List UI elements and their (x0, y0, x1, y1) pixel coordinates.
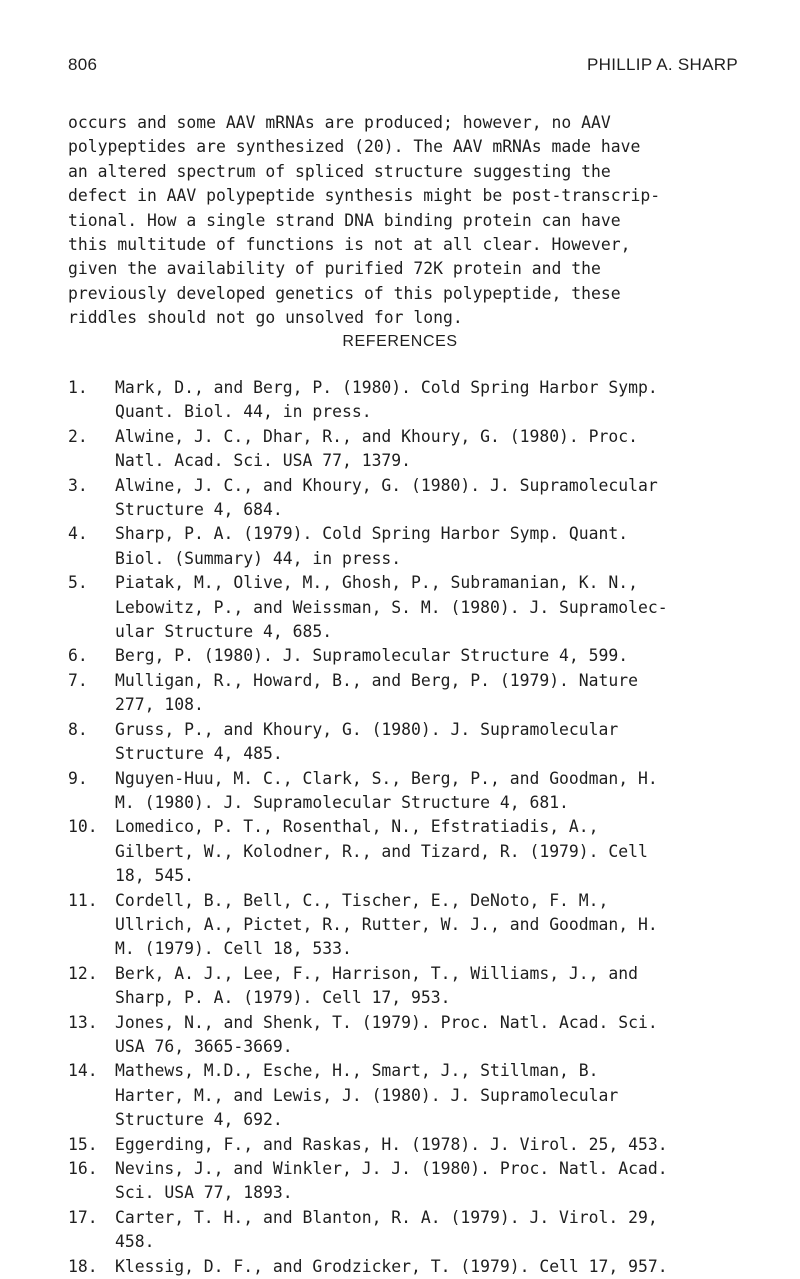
reference-item (68, 1157, 758, 1206)
reference-line: Structure 4, 692. (115, 1110, 283, 1130)
body-line: defect in AAV polypeptide synthesis might be post-transcrip- (68, 186, 661, 206)
page-header (68, 55, 738, 79)
reference-number: 17. (68, 1207, 98, 1227)
body-paragraph (68, 111, 740, 331)
reference-number: 13. (68, 1012, 98, 1032)
reference-line: Alwine, J. C., Dhar, R., and Khoury, G. (1980). Proc. (115, 426, 639, 446)
reference-line: Eggerding, F., and Raskas, H. (1978). J. Virol. 25, 453. (115, 1134, 668, 1154)
reference-line: USA 76, 3665-3669. (115, 1036, 293, 1056)
body-line: given the availability of purified 72K protein and the (68, 259, 601, 279)
reference-item (68, 1133, 758, 1157)
reference-line: Piatak, M., Olive, M., Ghosh, P., Subramanian, K. N., (115, 573, 639, 593)
reference-number: 18. (68, 1256, 98, 1276)
reference-number: 14. (68, 1061, 98, 1081)
reference-item (68, 1255, 758, 1279)
reference-item (68, 376, 758, 425)
reference-line: Berg, P. (1980). J. Supramolecular Structure 4, 599. (115, 646, 629, 666)
reference-line: Structure 4, 485. (115, 744, 283, 764)
reference-line: Alwine, J. C., and Khoury, G. (1980). J. Supramolecular (115, 475, 658, 495)
references-heading: REFERENCES (342, 333, 458, 350)
reference-line: Quant. Biol. 44, in press. (115, 402, 372, 422)
references-list (68, 376, 758, 1279)
reference-item (68, 571, 758, 644)
body-line: an altered spectrum of spliced structure suggesting the (68, 161, 611, 181)
reference-line: Berk, A. J., Lee, F., Harrison, T., Williams, J., and (115, 963, 639, 983)
reference-line: Lebowitz, P., and Weissman, S. M. (1980). J. Supramolec- (115, 597, 668, 617)
reference-line: Structure 4, 684. (115, 500, 283, 520)
reference-number: 5. (68, 573, 88, 593)
reference-item (68, 815, 758, 888)
reference-number: 8. (68, 719, 88, 739)
reference-number: 1. (68, 378, 88, 397)
reference-number: 16. (68, 1159, 98, 1178)
reference-line: 458. (115, 1232, 155, 1252)
reference-number: 11. (68, 890, 98, 910)
reference-line: Cordell, B., Bell, C., Tischer, E., DeNoto, F. M., (115, 890, 609, 910)
reference-number: 15. (68, 1134, 98, 1154)
reference-line: Lomedico, P. T., Rosenthal, N., Efstratiadis, A., (115, 817, 599, 837)
reference-item (68, 425, 758, 474)
reference-number: 7. (68, 670, 88, 690)
reference-number: 12. (68, 963, 98, 983)
reference-item (68, 767, 758, 816)
reference-line: Mark, D., and Berg, P. (1980). Cold Spring Harbor Symp. (115, 378, 658, 397)
reference-line: Gilbert, W., Kolodner, R., and Tizard, R. (1979). Cell (115, 841, 648, 861)
reference-item (68, 522, 758, 571)
reference-line: Jones, N., and Shenk, T. (1979). Proc. Natl. Acad. Sci. (115, 1012, 658, 1032)
reference-line: Harter, M., and Lewis, J. (1980). J. Supramolecular (115, 1085, 619, 1105)
reference-line: Sci. USA 77, 1893. (115, 1183, 293, 1203)
reference-number: 6. (68, 646, 88, 666)
running-title: PHILLIP A. SHARP (587, 55, 738, 74)
reference-item (68, 889, 758, 962)
reference-item (68, 474, 758, 523)
reference-item (68, 669, 758, 718)
reference-line: Nguyen-Huu, M. C., Clark, S., Berg, P., and Goodman, H. (115, 768, 658, 788)
reference-item (68, 1206, 758, 1255)
reference-item (68, 1059, 758, 1132)
reference-line: M. (1980). J. Supramolecular Structure 4, 681. (115, 792, 569, 812)
reference-line: Klessig, D. F., and Grodzicker, T. (1979). Cell 17, 957. (115, 1256, 668, 1276)
reference-item (68, 644, 758, 668)
reference-item (68, 962, 758, 1011)
reference-line: Natl. Acad. Sci. USA 77, 1379. (115, 451, 412, 471)
reference-number: 10. (68, 817, 98, 837)
body-line: tional. How a single strand DNA binding protein can have (68, 210, 621, 230)
body-line: this multitude of functions is not at all clear. However, (68, 235, 631, 255)
reference-line: 277, 108. (115, 695, 204, 715)
reference-line: M. (1979). Cell 18, 533. (115, 939, 352, 959)
page-number: 806 (68, 55, 98, 74)
body-line: occurs and some AAV mRNAs are produced; however, no AAV (68, 113, 611, 132)
reference-line: Sharp, P. A. (1979). Cold Spring Harbor Symp. Quant. (115, 524, 629, 544)
reference-line: 18, 545. (115, 866, 194, 886)
reference-number: 3. (68, 475, 88, 495)
body-line: polypeptides are synthesized (20). The AAV mRNAs made have (68, 137, 641, 157)
reference-line: Gruss, P., and Khoury, G. (1980). J. Supramolecular (115, 719, 619, 739)
reference-number: 2. (68, 426, 88, 446)
reference-number: 4. (68, 524, 88, 544)
reference-line: ular Structure 4, 685. (115, 622, 333, 642)
reference-line: Biol. (Summary) 44, in press. (115, 548, 402, 568)
reference-number: 9. (68, 768, 88, 788)
reference-line: Carter, T. H., and Blanton, R. A. (1979). J. Virol. 29, (115, 1207, 658, 1227)
body-line: previously developed genetics of this polypeptide, these (68, 283, 621, 303)
reference-line: Ullrich, A., Pictet, R., Rutter, W. J., and Goodman, H. (115, 914, 658, 934)
reference-line: Sharp, P. A. (1979). Cell 17, 953. (115, 988, 451, 1008)
reference-line: Mathews, M.D., Esche, H., Smart, J., Stillman, B. (115, 1061, 599, 1081)
reference-item (68, 1011, 758, 1060)
body-line: riddles should not go unsolved for long. (68, 308, 463, 328)
reference-line: Nevins, J., and Winkler, J. J. (1980). Proc. Natl. Acad. (115, 1159, 668, 1178)
reference-item (68, 718, 758, 767)
reference-line: Mulligan, R., Howard, B., and Berg, P. (1979). Nature (115, 670, 639, 690)
